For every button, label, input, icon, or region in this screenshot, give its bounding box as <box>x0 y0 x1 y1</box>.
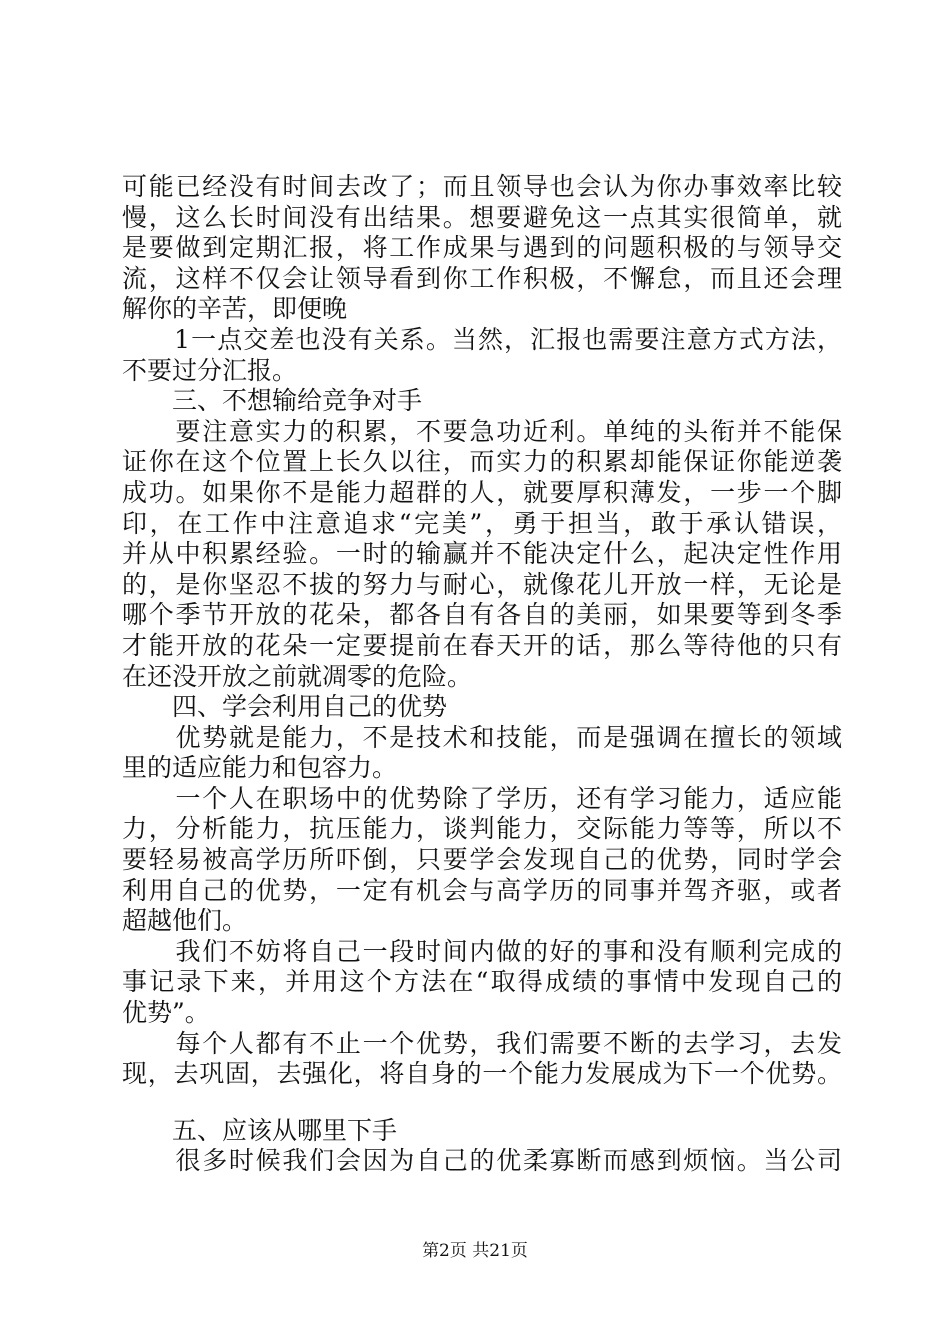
text-line: 证你在这个位置上长久以往，而实力的积累却能保证你能逆袭 <box>122 447 842 477</box>
text-line: 我们不妨将自己一段时间内做的好的事和没有顺利完成的 <box>122 936 842 966</box>
text-line: 在还没开放之前就凋零的危险。 <box>122 661 473 691</box>
text-line: 才能开放的花朵一定要提前在春天开的话，那么等待他的只有 <box>122 630 842 660</box>
text-line: 一个人在职场中的优势除了学历，还有学习能力，适应能 <box>122 783 842 813</box>
text-line: 的，是你坚忍不拔的努力与耐心，就像花儿开放一样，无论是 <box>122 569 842 599</box>
text-line: 力，分析能力，抗压能力，谈判能力，交际能力等等，所以不 <box>122 814 842 844</box>
text-line: 不要过分汇报。 <box>122 355 298 385</box>
text-line: 哪个季节开放的花朵，都各自有各自的美丽，如果要等到冬季 <box>122 600 842 630</box>
text-line: 现，去巩固，去强化，将自身的一个能力发展成为下一个优势。 <box>122 1059 842 1089</box>
text-line: 解你的辛苦，即便晚 <box>122 294 348 324</box>
text-line: 优势就是能力，不是技术和技能，而是强调在擅长的领域 <box>122 722 842 752</box>
section-heading: 四、学会利用自己的优势 <box>122 692 448 722</box>
text-line: 优势”。 <box>122 998 210 1028</box>
text-line: 超越他们。 <box>122 906 248 936</box>
body-text <box>122 172 842 1177</box>
text-line: 是要做到定期汇报，将工作成果与遇到的问题积极的与领导交 <box>122 233 842 263</box>
text-line: 成功。如果你不是能力超群的人，就要厚积薄发，一步一个脚 <box>122 477 842 507</box>
text-line: 1一点交差也没有关系。当然，汇报也需要注意方式方法， <box>122 324 842 354</box>
text-line: 要注意实力的积累，不要急功近利。单纯的头衔并不能保 <box>122 416 842 446</box>
text-line: 每个人都有不止一个优势，我们需要不断的去学习，去发 <box>122 1028 842 1058</box>
text-line: 慢，这么长时间没有出结果。想要避免这一点其实很简单，就 <box>122 202 842 232</box>
text-line: 流，这样不仅会让领导看到你工作积极，不懈怠，而且还会理 <box>122 263 842 293</box>
text-line: 并从中积累经验。一时的输赢并不能决定什么，起决定性作用 <box>122 539 842 569</box>
section-heading: 五、应该从哪里下手 <box>122 1115 398 1145</box>
text-line: 利用自己的优势，一定有机会与高学历的同事并驾齐驱，或者 <box>122 875 842 905</box>
text-line: 要轻易被高学历所吓倒，只要学会发现自己的优势，同时学会 <box>122 845 842 875</box>
text-line: 很多时候我们会因为自己的优柔寡断而感到烦恼。当公司 <box>122 1146 842 1176</box>
text-line: 里的适应能力和包容力。 <box>122 753 398 783</box>
text-line: 可能已经没有时间去改了；而且领导也会认为你办事效率比较 <box>122 172 842 201</box>
text-line: 事记录下来，并用这个方法在“取得成绩的事情中发现自己的 <box>122 967 842 997</box>
section-heading: 三、不想输给竞争对手 <box>122 386 423 416</box>
blank-line <box>122 1090 842 1116</box>
text-line: 印，在工作中注意追求“完美”，勇于担当，敢于承认错误， <box>122 508 842 538</box>
page-number-footer: 第2页 共21页 <box>422 1241 528 1261</box>
